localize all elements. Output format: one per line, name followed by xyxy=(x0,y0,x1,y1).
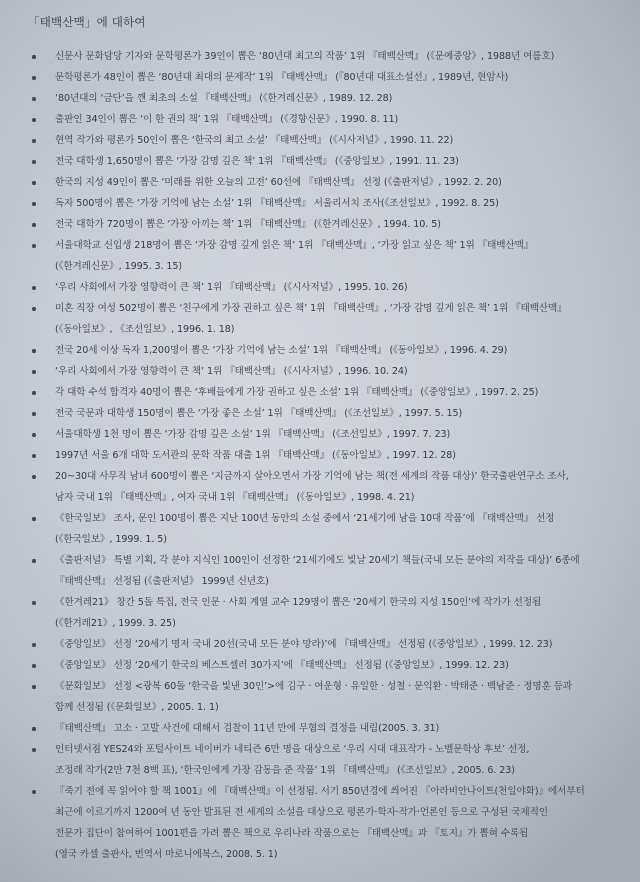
bullet-icon xyxy=(32,412,36,416)
item-line: (《한겨레21》, 1999. 3. 25) xyxy=(55,618,176,629)
bullet-icon xyxy=(32,433,36,437)
bullet-icon xyxy=(32,391,36,395)
list-item xyxy=(0,781,640,865)
bullet-icon xyxy=(32,55,36,59)
bullet-icon xyxy=(32,664,36,668)
item-line: 《한겨레21》 창간 5돌 특집, 전국 인문 · 사회 계열 교수 129명이 뽑은 ‘20세기 한국의 지성 150인’에 작가가 선정됨 xyxy=(55,597,542,608)
item-line: 한국의 지성 49인이 뽑은 ‘미래를 위한 오늘의 고전’ 60선에 『태백산맥』 선정 (《출판저널》, 1992. 2. 20) xyxy=(55,177,502,188)
list-item xyxy=(0,277,640,298)
bullet-icon xyxy=(32,454,36,458)
list-item xyxy=(0,151,640,172)
list-item xyxy=(0,424,640,445)
list-item xyxy=(0,193,640,214)
item-line: 독자 500명이 뽑은 ‘가장 기억에 남는 소설’ 1위 『태백산맥』 서울리서치 조사(《조선일보》, 1992. 8. 25) xyxy=(55,198,499,209)
item-line: (《동아일보》, 《조선일보》, 1996. 1. 18) xyxy=(55,324,235,335)
list-item xyxy=(0,592,640,634)
item-line: 『태백산맥』 선정됨 (《출판저널》 1999년 신년호) xyxy=(55,576,269,587)
list-item xyxy=(0,172,640,193)
bullet-icon xyxy=(32,118,36,122)
page-title: 「태백산맥」에 대하여 xyxy=(28,15,146,29)
item-line: 전국 20세 이상 독자 1,200명이 뽑은 ‘가장 기억에 남는 소설’ 1위 『태백산맥』 (《동아일보》, 1996. 4. 29) xyxy=(55,345,508,356)
list-item xyxy=(0,718,640,739)
bullet-icon xyxy=(32,286,36,290)
list-item xyxy=(0,109,640,130)
list-item xyxy=(0,214,640,235)
item-line: 조정래 작가(2만 7천 8백 표), ‘한국인에게 가장 감동을 준 작품’ 1위 『태백산맥』 (《조선일보》, 2005. 6. 23) xyxy=(55,765,515,776)
list-item xyxy=(0,235,640,277)
item-line: 각 대학 수석 합격자 40명이 뽑은 ‘후배들에게 가장 권하고 싶은 소설’ 1위 『태백산맥』 (《중앙일보》, 1997. 2. 25) xyxy=(55,387,539,398)
item-line: 인터넷서점 YES24와 포털사이트 네이버가 네티즌 6만 명을 대상으로 ‘우리 시대 대표작가 - 노벨문학상 후보’ 선정, xyxy=(55,744,530,755)
item-line: 서울대학생 1천 명이 뽑은 ‘가장 감명 깊은 소설’ 1위 『태백산맥』 (《조선일보》, 1997. 7. 23) xyxy=(55,429,451,440)
list-item xyxy=(0,88,640,109)
bullet-icon xyxy=(32,643,36,647)
bullet-icon xyxy=(32,517,36,521)
bullet-icon xyxy=(32,601,36,605)
item-line: 20~30대 사무직 남녀 600명이 뽑은 ‘지금까지 살아오면서 가장 기억에 남는 책(전 세계의 작품 대상)’ 한국출판연구소 조사, xyxy=(55,471,569,482)
item-line: 『죽기 전에 꼭 읽어야 할 책 1001』에 『태백산맥』이 선정됨. 서기 850년경에 씌어진 『아라비안나이트(천일야화)』에서부터 xyxy=(55,786,585,797)
item-line: 미혼 직장 여성 502명이 뽑은 ‘친구에게 가장 권하고 싶은 책’ 1위 『태백산맥』, ‘가장 감명 깊게 읽은 책’ 1위 『태백산맥』 xyxy=(55,303,567,314)
item-line: 《중앙일보》 선정 ‘20세기 명저 국내 20선(국내 모든 분야 망라)’에 『태백산맥』 선정됨 (《중앙일보》, 1999. 12. 23) xyxy=(55,639,553,650)
item-line: 서울대학교 신입생 218명이 뽑은 ‘가장 감명 깊게 읽은 책’ 1위 『태백산맥』, ‘가장 읽고 싶은 책’ 1위 『태백산맥』 xyxy=(55,240,534,251)
bullet-icon xyxy=(32,370,36,374)
bullet-icon xyxy=(32,475,36,479)
list-item xyxy=(0,130,640,151)
list-item xyxy=(0,340,640,361)
list-item xyxy=(0,46,640,67)
bullet-icon xyxy=(32,97,36,101)
bullet-icon xyxy=(32,160,36,164)
item-line: 《출판저널》 특별 기획, 각 분야 지식인 100인이 선정한 ‘21세기에도 빛날 20세기 책들(국내 모든 분야의 저작을 대상)’ 6종에 xyxy=(55,555,580,566)
item-line: 《중앙일보》 선정 ‘20세기 한국의 베스트셀러 30가지’에 『태백산맥』 선정됨 (《중앙일보》, 1999. 12. 23) xyxy=(55,660,509,671)
bullet-icon xyxy=(32,76,36,80)
list-item xyxy=(0,508,640,550)
item-line: 『태백산맥』 고소 · 고발 사건에 대해서 검찰이 11년 만에 무혐의 결정을 내림(2005. 3. 31) xyxy=(55,723,440,734)
bullet-icon xyxy=(32,790,36,794)
item-line: 전국 국문과 대학생 150명이 뽑은 ‘가장 좋은 소설’ 1위 『태백산맥』 (《조선일보》, 1997. 5. 15) xyxy=(55,408,463,419)
list-item xyxy=(0,634,640,655)
item-line: 함께 선정됨 (《문화일보》, 2005. 1. 1) xyxy=(55,702,219,713)
item-line: 최근에 이르기까지 1200여 년 동안 발표된 전 세계의 소설을 대상으로 평론가·학자·작가·언론인 등으로 구성된 국제적인 xyxy=(55,807,548,818)
list-item xyxy=(0,361,640,382)
bullet-icon xyxy=(32,202,36,206)
item-line: 남자 국내 1위 『태백산맥』, 여자 국내 1위 『태백산맥』 (《동아일보》, 1998. 4. 21) xyxy=(55,492,415,503)
item-line: ‘80년대의 ‘금단’을 깬 최초의 소설 『태백산맥』 (《한겨레신문》, 1989. 12. 28) xyxy=(55,93,393,104)
list-item xyxy=(0,382,640,403)
list-item xyxy=(0,739,640,781)
bullet-icon xyxy=(32,223,36,227)
item-line: 《문화일보》 선정 <광복 60돌 ‘한국을 빛낸 30인’>에 김구 · 여운형 · 유일한 · 성철 · 문익환 · 박태준 · 백남준 · 정명훈 등과 xyxy=(55,681,573,692)
item-line: 《한국일보》 조사, 문인 100명이 뽑은 지난 100년 동안의 소설 중에서 ‘21세기에 남을 10대 작품’에 『태백산맥』 선정 xyxy=(55,513,555,524)
bullet-icon xyxy=(32,727,36,731)
item-line: 전국 대학생 1,650명이 뽑은 ‘가장 감명 깊은 책’ 1위 『태백산맥』 (《중앙일보》, 1991. 11. 23) xyxy=(55,156,459,167)
list-item xyxy=(0,298,640,340)
bullet-icon xyxy=(32,349,36,353)
item-line: (《한겨레신문》, 1995. 3. 15) xyxy=(55,261,183,272)
list-item xyxy=(0,403,640,424)
bullet-icon xyxy=(32,685,36,689)
bullet-icon xyxy=(32,181,36,185)
bullet-icon xyxy=(32,748,36,752)
item-line: 전문가 집단이 참여하여 1001편을 가려 뽑은 책으로 우리나라 작품으로는 『태백산맥』과 『토지』가 뽑혀 수록됨 xyxy=(55,828,529,839)
item-line: (영국 카셀 출판사, 번역서 마로니에북스, 2008. 5. 1) xyxy=(55,849,278,860)
bullet-icon xyxy=(32,559,36,563)
item-line: 현역 작가와 평론가 50인이 뽑은 ‘한국의 최고 소설’ 『태백산맥』 (《시사저널》, 1990. 11. 22) xyxy=(55,135,454,146)
item-line: ‘우리 사회에서 가장 영향력이 큰 책’ 1위 『태백산맥』 (《시사저널》, 1996. 10. 24) xyxy=(55,366,408,377)
list-item xyxy=(0,550,640,592)
list-item xyxy=(0,445,640,466)
awards-list xyxy=(0,46,640,865)
list-item xyxy=(0,67,640,88)
item-line: 출판인 34인이 뽑은 ‘이 한 권의 책’ 1위 『태백산맥』 (《경향신문》, 1990. 8. 11) xyxy=(55,114,399,125)
item-line: 문학평론가 48인이 뽑은 ‘80년대 최대의 문제작’ 1위 『태백산맥』 (『80년대 대표소설선』, 1989년, 현암사) xyxy=(55,72,509,83)
item-line: (《한국일보》, 1999. 1. 5) xyxy=(55,534,167,545)
bullet-icon xyxy=(32,307,36,311)
list-item xyxy=(0,655,640,676)
item-line: ‘우리 사회에서 가장 영향력이 큰 책’ 1위 『태백산맥』 (《시사저널》, 1995. 10. 26) xyxy=(55,282,408,293)
item-line: 전국 대학가 720명이 뽑은 ‘가장 아끼는 책’ 1위 『태백산맥』 (《한겨레신문》, 1994. 10. 5) xyxy=(55,219,441,230)
list-item xyxy=(0,466,640,508)
bullet-icon xyxy=(32,139,36,143)
item-line: 1997년 서울 6개 대학 도서관의 문학 작품 대출 1위 『태백산맥』 (《동아일보》, 1997. 12. 28) xyxy=(55,450,456,461)
bullet-icon xyxy=(32,244,36,248)
list-item xyxy=(0,676,640,718)
item-line: 신문사 문화담당 기자와 문학평론가 39인이 뽑은 ‘80년대 최고의 작품’ 1위 『태백산맥』 (《문예중앙》, 1988년 여름호) xyxy=(55,51,555,62)
